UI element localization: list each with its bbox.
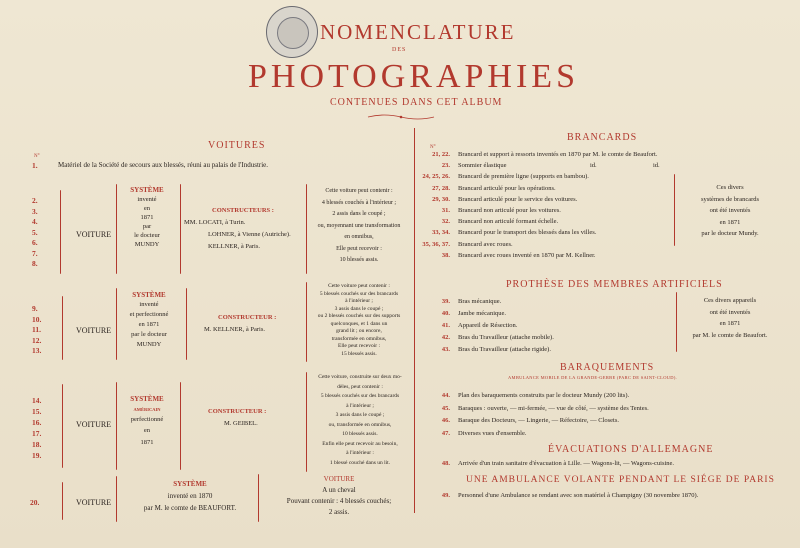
heading-voitures: VOITURES — [208, 140, 266, 151]
list-item — [410, 207, 561, 214]
item-text: Brancard pour le transport des blessés dans les villes. — [458, 229, 597, 237]
item-number: 23. — [441, 162, 450, 170]
item-number: 38. — [441, 251, 450, 259]
voiture-label: VOITURE — [76, 326, 112, 335]
list-item — [410, 196, 577, 203]
stamp-portrait — [277, 17, 309, 49]
brace — [62, 296, 63, 360]
capacity-note: VOITURE A un cheval Pouvant contenir : 4 blessés couchés; 2 assis. — [286, 475, 392, 516]
brace — [258, 474, 259, 522]
list-item — [410, 298, 501, 305]
voiture-label: VOITURE — [76, 230, 112, 239]
brace — [306, 372, 307, 472]
capacity-note: Cette voiture peut contenir : 4 blessés couchés à l'intérieur ; 2 assis dans le coupé ; ou, moyennant une transformation en omnibus, Elle peut recevoir : 10 blessés assis. — [317, 188, 401, 263]
item-text: Jambe mécanique. — [458, 310, 507, 317]
item-number: 27, 28. — [432, 184, 450, 192]
item-number: 32. — [441, 218, 450, 226]
list-item — [410, 310, 506, 317]
brace — [116, 476, 117, 522]
item-number: 33, 34. — [432, 229, 450, 237]
list-item — [410, 252, 596, 259]
voiture-label: VOITURE — [76, 498, 112, 507]
item-number: 44. — [441, 392, 450, 399]
brace — [62, 482, 63, 520]
heading-baraquements: BARAQUEMENTS — [560, 362, 655, 373]
ditto: id. — [653, 162, 660, 169]
list-item — [410, 417, 619, 424]
item-text: Bras du Travailleur (attache mobile). — [458, 334, 554, 341]
item-number: 42. — [441, 334, 450, 341]
item-number: 1. — [32, 161, 38, 170]
item-text: Matériel de la Société de secours aux blessés, réuni au palais de l'Industrie. — [58, 161, 269, 169]
brace — [116, 288, 117, 360]
title-nomenclature: NOMENCLATURE — [320, 20, 516, 44]
heading-prothese: PROTHÈSE DES MEMBRES ARTIFICIELS — [506, 279, 723, 290]
heading-ambulance: UNE AMBULANCE VOLANTE PENDANT LE SIÉGE DE PARIS — [466, 475, 775, 485]
item-number: 21, 22. — [432, 151, 450, 158]
constructeur: CONSTRUCTEUR : M. GEIBEL. — [208, 408, 267, 427]
item-text: Brancard de première ligne (supports en bambou). — [458, 173, 589, 181]
brace — [180, 382, 181, 470]
capacity-note: Cette voiture, construite sur deux mo- dèles, peut contenir : 5 blessés couchés sur des brancards à l'intérieur ; 3 assis dans le coupé ; ou, transformée en omnibus, 10 blessés assis. Enfin elle peut recevoir au besoin, à l'intérieur : 1 blessé couché dans un lit. — [318, 374, 402, 466]
list-item — [410, 241, 513, 248]
list-item: 49. Personnel d'une Ambulance se rendant avec son matériel à Champigny (30 novembre 1870). — [441, 492, 699, 499]
system-block: SYSTÈME AMÉRICAIN perfectionné en 1871 — [130, 395, 164, 446]
ditto: id. — [590, 162, 597, 169]
list-item — [410, 405, 649, 412]
list-item — [410, 151, 657, 158]
capacity-note: Cette voiture peut contenir : 5 blessés couchés sur des brancards à l'intérieur ; 3 assis dans le coupé ; ou 2 blessés couchés sur des supports quelconques, et 1 dans un grand lit ; ou encore, transformée en omnibus, Elle peut recevoir : 15 blessés assis. — [317, 283, 401, 357]
list-item — [410, 346, 551, 353]
item-text: Brancard avec roues inventé en 1870 par M. Kellner. — [458, 251, 596, 259]
list-item — [410, 430, 527, 437]
system-block: SYSTÈME inventé en 1871 par le docteur MUNDY — [130, 186, 164, 248]
group1-numbers: 2. 3. 4. 5. 6. 7. 8. — [32, 196, 38, 268]
brace — [306, 184, 307, 274]
number-header: N° — [430, 145, 436, 150]
list-item — [410, 162, 507, 169]
system-block: SYSTÈME inventé en 1870 par M. le comte de BEAUFORT. — [143, 480, 237, 512]
item-text: Brancard et support à ressorts inventés en 1870 par M. le comte de Beaufort. — [458, 151, 658, 158]
item-text: Baraques : ouverte, — mi-fermée, — vue de côté, — système des Tentes. — [458, 404, 649, 412]
library-stamp — [266, 6, 318, 58]
item-number: 35, 36, 37. — [422, 240, 450, 248]
brace — [62, 384, 63, 468]
brace — [60, 190, 61, 274]
constructeur: CONSTRUCTEUR : M. KELLNER, à Paris. — [204, 314, 277, 333]
item-text: Baraque des Docteurs, — Lingerie, — Réfectoire, — Closets. — [458, 417, 620, 424]
brancards-note: Ces divers systèmes de brancards ont été inventés en 1871 par le docteur Mundy. — [700, 184, 760, 237]
list-item — [410, 322, 517, 329]
item-text: Appareil de Résection. — [458, 322, 518, 329]
item-text: Brancard non articulé pour les voitures. — [458, 207, 561, 214]
list-item — [410, 334, 554, 341]
constructeurs: CONSTRUCTEURS : MM. LOCATI, à Turin. LOHNER, à Vienne (Autriche). KELLNER, à Paris. — [184, 207, 291, 250]
list-item — [410, 185, 556, 192]
brace — [674, 174, 675, 246]
item-text: Bras du Travailleur (attache rigide). — [458, 346, 551, 353]
item-text: Diverses vues d'ensemble. — [458, 429, 527, 437]
item-text: Plan des baraquements construits par le docteur Mundy (200 lits). — [458, 392, 630, 399]
item-number: 47. — [441, 429, 450, 437]
number-header: N° — [34, 154, 40, 159]
heading-evacuations: ÉVACUATIONS D'ALLEMAGNE — [548, 444, 714, 455]
brace — [116, 382, 117, 470]
brace — [676, 292, 677, 352]
voiture-label: VOITURE — [76, 420, 112, 429]
system-block: SYSTÈME inventé et perfectionné en 1871 par le docteur MUNDY — [129, 291, 169, 348]
item-number: 45. — [441, 404, 450, 412]
item-number: 20. — [30, 498, 40, 507]
item-text: Brancard articulé pour les opérations. — [458, 184, 556, 192]
item-number: 40. — [441, 310, 450, 317]
brace — [186, 288, 187, 360]
item-text: Brancard non articulé formant échelle. — [458, 218, 559, 226]
group3-numbers: 14. 15. 16. 17. 18. 19. — [32, 396, 42, 460]
title-des: DES — [392, 47, 407, 53]
item-text: Sommier élastique — [458, 162, 507, 170]
prothese-note: Ces divers appareils ont été inventés en 1871 par M. le comte de Beaufort. — [692, 297, 768, 339]
item-number: 39. — [441, 298, 450, 305]
item-text: Bras mécanique. — [458, 298, 502, 305]
item-text: Brancard avec roues. — [458, 240, 513, 248]
item-number: 46. — [441, 417, 450, 424]
heading-brancards: BRANCARDS — [567, 132, 638, 143]
brace — [306, 282, 307, 362]
item-number: 24, 25, 26. — [422, 173, 450, 181]
list-item: 48. Arrivée d'un train sanitaire d'évacuation à Lille. — Wagons-lit, — Wagons-cuisine. — [441, 460, 675, 467]
list-item — [410, 173, 589, 180]
list-item — [410, 218, 558, 225]
item-number: 29, 30. — [432, 195, 450, 203]
item-number: 43. — [441, 346, 450, 353]
baraquements-subheading: AMBULANCE MOBILE DE LA GRANDE-GERBE (PARC DE SAINT-CLOUD). — [508, 375, 678, 380]
item-number: 31. — [441, 207, 450, 214]
title-photographies: PHOTOGRAPHIES — [248, 58, 579, 95]
item-number: 41. — [441, 322, 450, 329]
group2-numbers: 9. 10. 11. 12. 13. — [32, 304, 42, 355]
item-text: Brancard articulé pour le service des voitures. — [458, 195, 578, 203]
brace — [116, 184, 117, 274]
flourish-ornament — [366, 113, 436, 121]
list-item — [410, 392, 629, 399]
subtitle: CONTENUES DANS CET ALBUM — [330, 97, 503, 108]
brace — [180, 184, 181, 274]
list-item — [410, 229, 596, 236]
